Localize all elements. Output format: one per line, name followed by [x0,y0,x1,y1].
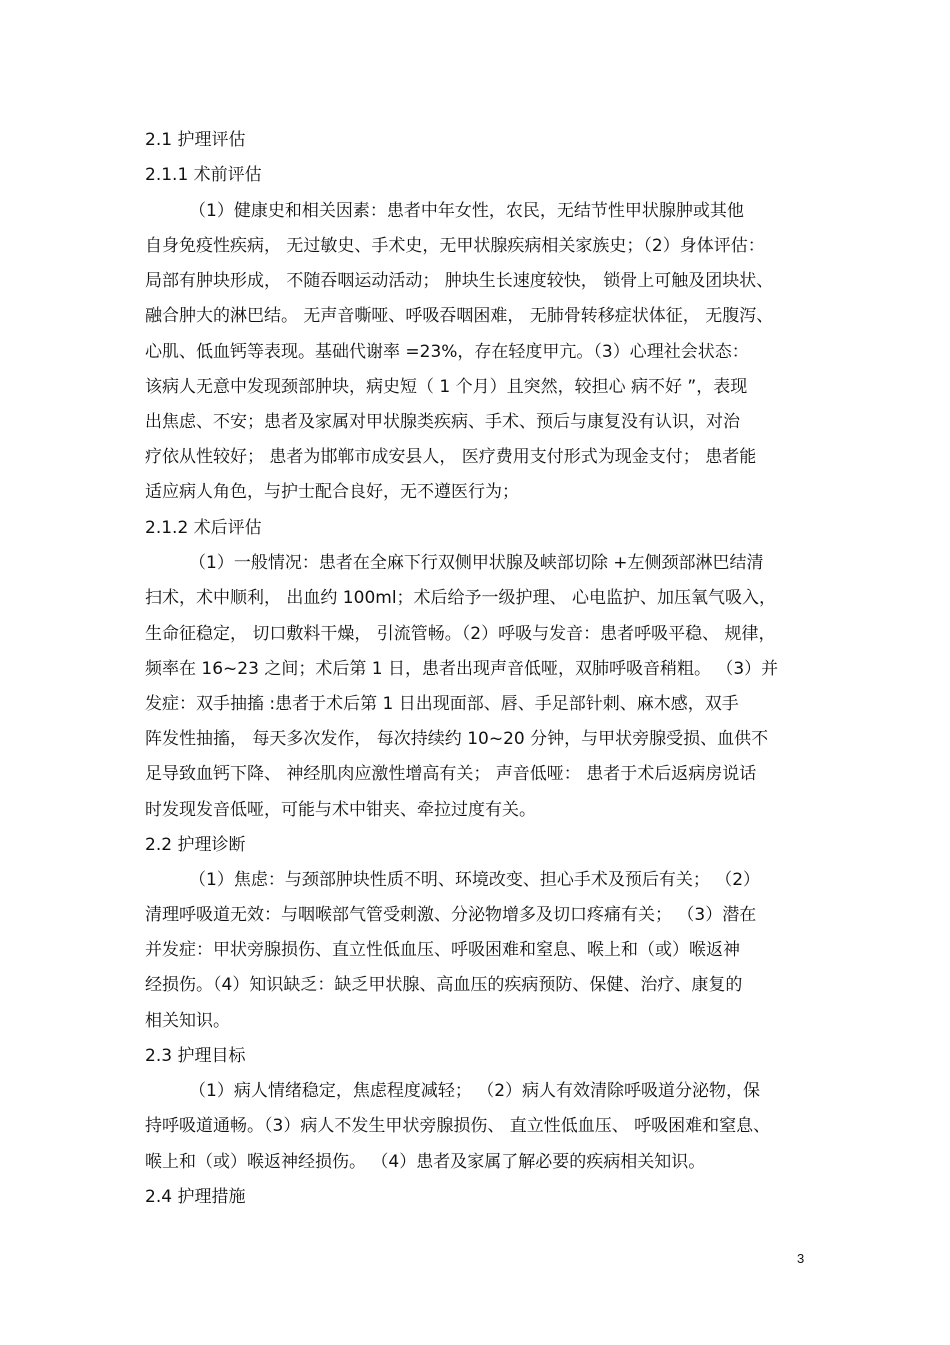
postop-line: 阵发性抽搐， 每天多次发作， 每次持续约 10~20 分钟，与甲状旁腺受损、血供不 [145,729,769,749]
goals-line: 持呼吸道通畅。（3）病人不发生甲状旁腺损伤、 直立性低血压、 呼吸困难和窒息、 [145,1116,771,1136]
preop-line: 疗依从性较好； 患者为邯郸市成安县人， 医疗费用支付形式为现金支付； 患者能 [145,447,757,467]
heading-2-2: 2.2 护理诊断 [145,835,246,855]
preop-line: 融合肿大的淋巴结。 无声音嘶哑、呼吸吞咽困难， 无肺骨转移症状体征， 无腹泻、 [145,306,774,326]
preop-line: 该病人无意中发现颈部肿块，病史短（ 1 个月）且突然，较担心 病不好 ”，表现 [145,377,748,397]
postop-line: 生命征稳定， 切口敷料干燥， 引流管畅。（2）呼吸与发音：患者呼吸平稳、 规律， [145,624,776,644]
heading-2-1-1: 2.1.1 术前评估 [145,165,262,185]
heading-2-1: 2.1 护理评估 [145,130,246,150]
preop-line: 适应病人角色，与护士配合良好，无不遵医行为； [145,482,519,502]
preop-line: 局部有肿块形成， 不随吞咽运动活动； 肿块生长速度较快， 锁骨上可触及团块状、 [145,271,774,291]
page-number: 3 [797,1251,805,1266]
goals-line: （1）病人情绪稳定，焦虑程度减轻； （2）病人有效清除呼吸道分泌物，保 [189,1081,761,1101]
diagnosis-line: 相关知识。 [145,1011,230,1031]
preop-line: 心肌、低血钙等表现。基础代谢率 =23%，存在轻度甲亢。（3）心理社会状态： [145,342,749,362]
diagnosis-line: 经损伤。（4）知识缺乏：缺乏甲状腺、高血压的疾病预防、保健、治疗、康复的 [145,975,743,995]
postop-line: 时发现发音低哑，可能与术中钳夹、牵拉过度有关。 [145,800,536,820]
diagnosis-line: （1）焦虑：与颈部肿块性质不明、环境改变、担心手术及预后有关； （2） [189,870,761,890]
heading-2-3: 2.3 护理目标 [145,1046,246,1066]
preop-line: 出焦虑、不安；患者及家属对甲状腺类疾病、手术、预后与康复没有认识，对治 [145,412,740,432]
diagnosis-line: 清理呼吸道无效：与咽喉部气管受刺激、分泌物增多及切口疼痛有关； （3）潜在 [145,905,757,925]
heading-2-4: 2.4 护理措施 [145,1187,246,1207]
postop-line: 扫术，术中顺利， 出血约 100ml；术后给予一级护理、 心电监护、加压氧气吸入， [145,588,776,608]
heading-2-1-2: 2.1.2 术后评估 [145,518,262,538]
postop-line: 频率在 16~23 之间；术后第 1 日，患者出现声音低哑，双肺呼吸音稍粗。 （3）并 [145,659,779,679]
preop-line: 自身免疫性疾病， 无过敏史、手术史，无甲状腺疾病相关家族史；（2）身体评估： [145,236,765,256]
postop-line: 发症：双手抽搐 :患者于术后第 1 日出现面部、唇、手足部针刺、麻木感，双手 [145,694,739,714]
goals-line: 喉上和（或）喉返神经损伤。 （4）患者及家属了解必要的疾病相关知识。 [145,1152,706,1172]
preop-line: （1）健康史和相关因素：患者中年女性，农民，无结节性甲状腺肿或其他 [189,201,744,221]
diagnosis-line: 并发症：甲状旁腺损伤、直立性低血压、呼吸困难和窒息、喉上和（或）喉返神 [145,940,740,960]
postop-line: （1）一般情况：患者在全麻下行双侧甲状腺及峡部切除 +左侧颈部淋巴结清 [189,553,764,573]
postop-line: 足导致血钙下降、 神经肌肉应激性增高有关； 声音低哑： 患者于术后返病房说话 [145,764,757,784]
